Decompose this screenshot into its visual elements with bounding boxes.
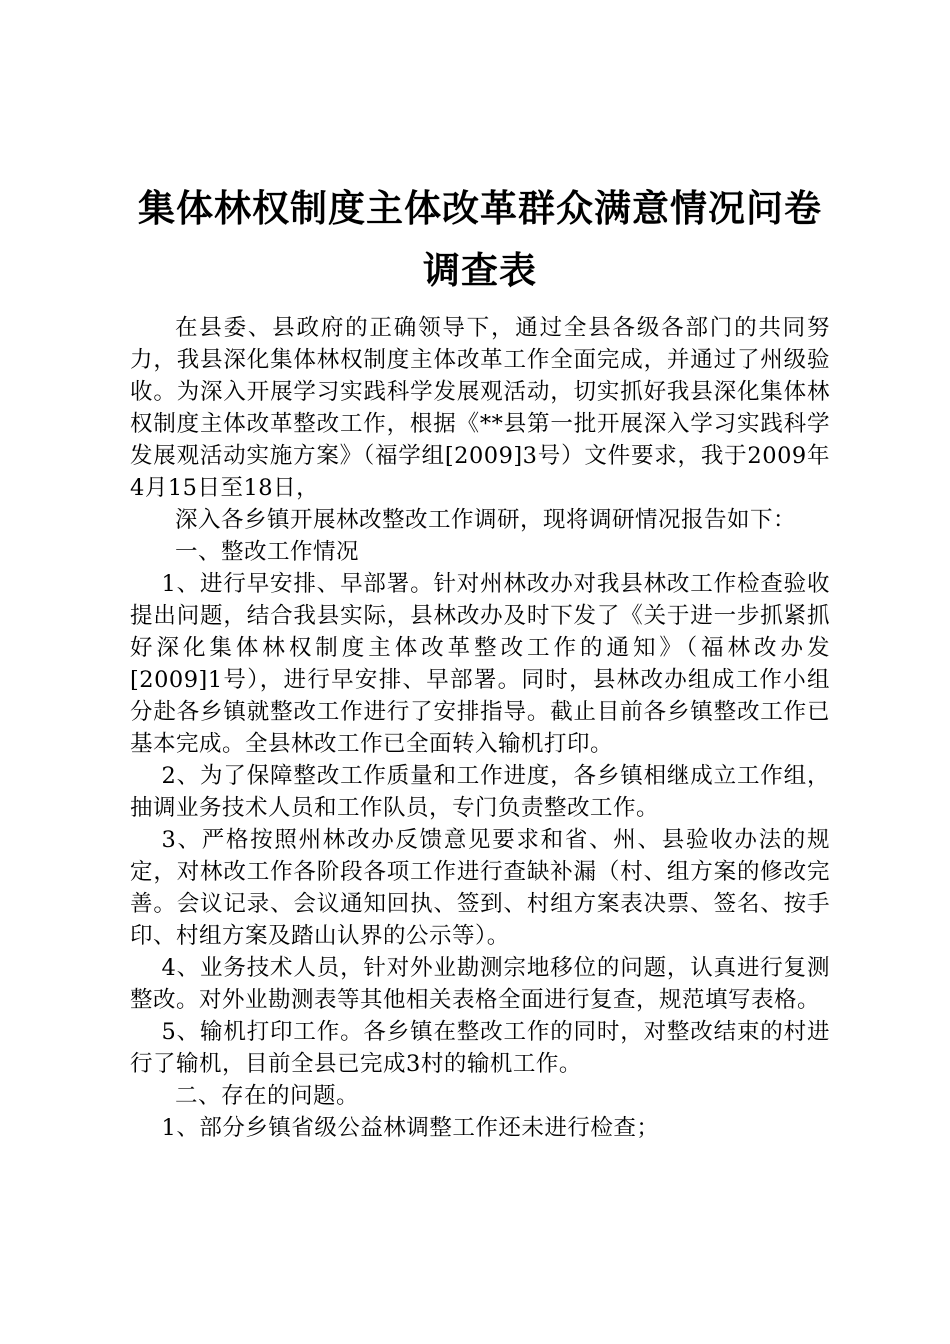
document-body xyxy=(130,312,830,1144)
paragraph-intro-continued: 深入各乡镇开展林改整改工作调研，现将调研情况报告如下： xyxy=(175,507,797,533)
list-item: 4、业务技术人员，针对外业勘测宗地移位的问题，认真进行复测整改。对外业勘测表等其他相关表格全面进行复查，规范填写表格。 xyxy=(130,955,830,1013)
list-item: 2、为了保障整改工作质量和工作进度，各乡镇相继成立工作组，抽调业务技术人员和工作队员，专门负责整改工作。 xyxy=(130,763,830,821)
section-heading-1: 一、整改工作情况 xyxy=(175,539,360,565)
list-item: 1、进行早安排、早部署。针对州林改办对我县林改工作检查验收提出问题，结合我县实际，县林改办及时下发了《关于进一步抓紧抓好深化集体林权制度主体改革整改工作的通知》（福林改办发[2009]1号），进行早安排、早部署。同时，县林改办组成工作小组分赴各乡镇就整改工作进行了安排指导。截止目前各乡镇整改工作已基本完成。全县林改工作已全面转入输机打印。 xyxy=(130,571,830,757)
paragraph-intro: 在县委、县政府的正确领导下，通过全县各级各部门的共同努力，我县深化集体林权制度主体改革工作全面完成，并通过了州级验收。为深入开展学习实践科学发展观活动，切实抓好我县深化集体林权制度主体改革整改工作，根据《**县第一批开展深入学习实践科学发展观活动实施方案》（福学组[2009]3号）文件要求，我于2009年4月15日至18日， xyxy=(130,315,830,501)
list-item: 3、严格按照州林改办反馈意见要求和省、州、县验收办法的规定，对林改工作各阶段各项工作进行查缺补漏（村、组方案的修改完善。会议记录、会议通知回执、签到、村组方案表决票、签名、按手印、村组方案及踏山认界的公示等）。 xyxy=(130,827,830,949)
document-page xyxy=(130,178,830,1144)
section-heading-2: 二、存在的问题。 xyxy=(175,1083,360,1109)
document-title: 集体林权制度主体改革群众满意情况问卷调查表 xyxy=(138,187,822,292)
list-item: 5、输机打印工作。各乡镇在整改工作的同时，对整改结束的村进行了输机，目前全县已完成3村的输机工作。 xyxy=(130,1019,830,1077)
list-item: 1、部分乡镇省级公益林调整工作还未进行检查； xyxy=(161,1115,660,1141)
